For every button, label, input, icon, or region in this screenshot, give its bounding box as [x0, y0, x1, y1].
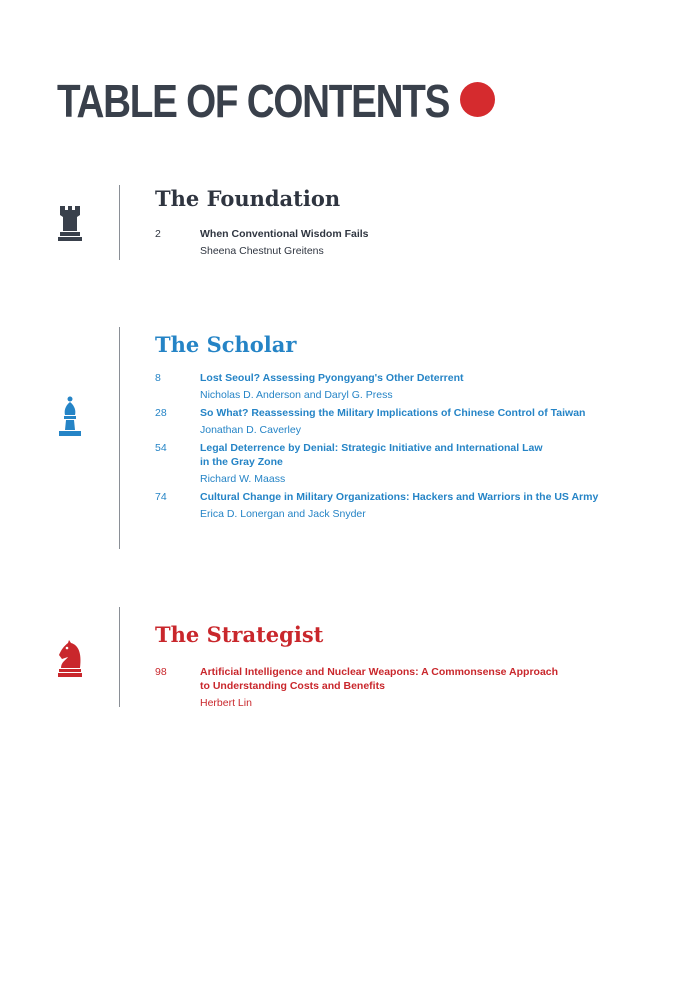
page-number: 8 [155, 372, 161, 384]
section-title: The Scholar [155, 332, 297, 357]
toc-entry[interactable] [155, 227, 635, 258]
article-title: So What? Reassessing the Military Implications of Chinese Control of Taiwan [200, 407, 586, 419]
article-author: Nicholas D. Anderson and Daryl G. Press [200, 389, 393, 401]
article-title: Artificial Intelligence and Nuclear Weapons: A Commonsense Approach to Understanding Costs and Benefits [200, 666, 559, 692]
section-title: The Foundation [155, 186, 341, 211]
article-author: Jonathan D. Caverley [200, 424, 301, 436]
chess-bishop-icon [57, 396, 83, 438]
chess-rook-icon [57, 204, 83, 242]
page-number: 2 [155, 228, 161, 240]
page-number: 98 [155, 666, 167, 678]
section-divider-line [119, 185, 120, 260]
article-author: Sheena Chestnut Greitens [200, 245, 324, 257]
page-number: 28 [155, 407, 167, 419]
page-number: 74 [155, 491, 167, 503]
toc-entry[interactable] [155, 371, 635, 402]
article-author: Richard W. Maass [200, 473, 286, 485]
article-title: When Conventional Wisdom Fails [200, 228, 369, 240]
toc-entry[interactable] [155, 665, 635, 710]
chess-knight-icon [57, 640, 83, 678]
toc-entry[interactable] [155, 490, 635, 521]
page-number: 54 [155, 442, 167, 454]
article-author: Herbert Lin [200, 697, 252, 709]
section-divider-line [119, 607, 120, 707]
page-title: TABLE OF CONTENTS [57, 75, 450, 127]
toc-entry[interactable] [155, 406, 635, 437]
article-title: Cultural Change in Military Organizations: Hackers and Warriors in the US Army [200, 491, 599, 503]
toc-entry[interactable] [155, 441, 635, 486]
red-dot-decoration [460, 82, 495, 117]
section-divider-line [119, 327, 120, 549]
article-author: Erica D. Lonergan and Jack Snyder [200, 508, 366, 520]
section-title: The Strategist [155, 622, 324, 647]
article-title: Legal Deterrence by Denial: Strategic Initiative and International Law in the Gray Zone [200, 442, 543, 468]
article-title: Lost Seoul? Assessing Pyongyang's Other Deterrent [200, 372, 464, 384]
